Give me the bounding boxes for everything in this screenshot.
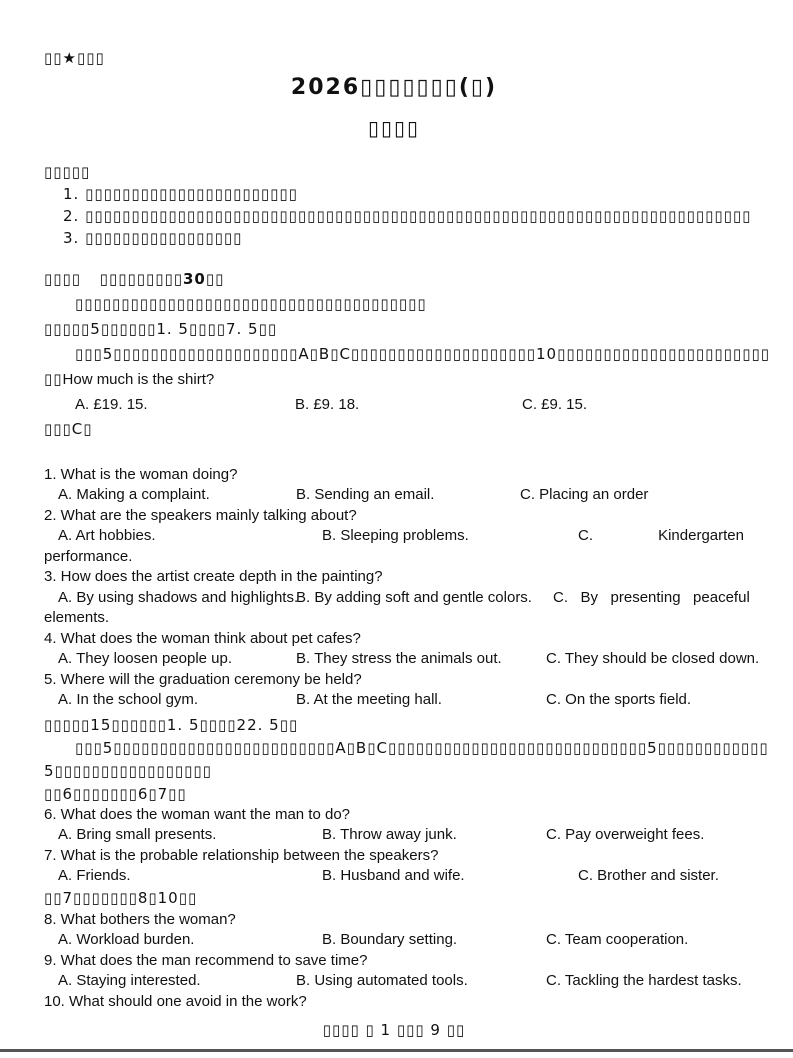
question-8-stem: 8. What bothers the woman? (44, 910, 236, 928)
option-c: C. Team cooperation. (546, 931, 689, 948)
part1-heading: ▯▯▯▯ ▯▯▯▯▯▯▯▯▯30▯▯ (44, 269, 225, 288)
example-option-b: B. £9. 18. (295, 395, 360, 413)
notice-item-3: 3. ▯▯▯▯▯▯▯▯▯▯▯▯▯▯▯▯▯ (63, 228, 243, 247)
option-b: B. They stress the animals out. (296, 650, 502, 667)
example-options (44, 392, 744, 417)
option-c: C. (578, 527, 593, 544)
option-b: B. Sleeping problems. (322, 527, 469, 544)
bottom-divider (0, 1049, 793, 1052)
option-c-text: Kindergarten (658, 527, 744, 544)
option-a: A. Workload burden. (58, 931, 195, 948)
question-2-options (44, 526, 744, 547)
question-4-options (44, 649, 760, 670)
question-8-options (44, 930, 744, 951)
dialog-7-label: ▯▯7▯▯▯▯▯▯▯8▯10▯▯ (44, 888, 198, 907)
page-content (44, 48, 770, 1041)
section1-instructions: ▯▯▯5▯▯▯▯▯▯▯▯▯▯▯▯▯▯▯▯▯▯▯▯A▯B▯C▯▯▯▯▯▯▯▯▯▯▯▯▯▯▯▯▯▯▯▯10▯▯▯▯▯▯▯▯▯▯▯▯▯▯▯▯▯▯▯▯▯▯▯ (75, 344, 770, 363)
question-6-options (44, 825, 744, 846)
page-footer: ▯▯▯▯ ▯ 1 ▯▯▯ 9 ▯▯ (322, 1021, 466, 1039)
notice-item-2: 2. ▯▯▯▯▯▯▯▯▯▯▯▯▯▯▯▯▯▯▯▯▯▯▯▯▯▯▯▯▯▯▯▯▯▯▯▯▯▯▯▯▯▯▯▯▯▯▯▯▯▯▯▯▯▯▯▯▯▯▯▯▯▯▯▯▯▯▯▯▯▯▯▯ (63, 206, 752, 225)
question-7-options (44, 866, 744, 887)
option-a: A. Making a complaint. (58, 486, 210, 503)
question-2-option-wrap: performance. (44, 547, 133, 565)
option-b: B. At the meeting hall. (296, 691, 442, 708)
dialog-6-label: ▯▯6▯▯▯▯▯▯▯6▯7▯▯ (44, 784, 187, 803)
question-3-option-wrap: elements. (44, 609, 110, 626)
part1-intro: ▯▯▯▯▯▯▯▯▯▯▯▯▯▯▯▯▯▯▯▯▯▯▯▯▯▯▯▯▯▯▯▯▯▯▯▯▯▯ (75, 294, 427, 313)
example-option-a: A. £19. 15. (75, 395, 148, 413)
question-1-stem: 1. What is the woman doing? (44, 465, 238, 483)
question-5-options (44, 690, 744, 711)
section2-instructions-line2: 5▯▯▯▯▯▯▯▯▯▯▯▯▯▯▯▯▯ (44, 761, 212, 780)
question-1-options (44, 485, 744, 506)
question-9-stem: 9. What does the man recommend to save time? (44, 951, 368, 969)
option-a: A. Art hobbies. (58, 527, 156, 544)
notice-heading: ▯▯▯▯▯ (44, 162, 91, 181)
option-c: C. By presenting peaceful (553, 588, 750, 606)
exam-title: 2026▯▯▯▯▯▯▯(▯) (290, 74, 498, 100)
question-3-options (44, 588, 750, 609)
question-9-options (44, 971, 744, 992)
option-a: A. In the school gym. (58, 691, 199, 708)
section1-heading: ▯▯▯▯▯5▯▯▯▯▯▯1. 5▯▯▯▯7. 5▯▯ (44, 319, 278, 338)
question-6-stem: 6. What does the woman want the man to do? (44, 805, 351, 823)
secrecy-label: ▯▯★▯▯▯ (44, 49, 105, 67)
section2-instructions-line1: ▯▯▯5▯▯▯▯▯▯▯▯▯▯▯▯▯▯▯▯▯▯▯▯▯▯▯▯A▯B▯C▯▯▯▯▯▯▯▯▯▯▯▯▯▯▯▯▯▯▯▯▯▯▯▯▯▯▯▯5▯▯▯▯▯▯▯▯▯▯▯▯ (75, 738, 769, 757)
example-prompt-prefix: ▯▯ (44, 369, 63, 388)
option-b: B. By adding soft and gentle colors. (296, 588, 532, 606)
option-a: A. Friends. (58, 867, 131, 884)
example-prompt: How much is the shirt? (62, 370, 215, 388)
question-10-stem: 10. What should one avoid in the work? (44, 992, 307, 1010)
option-c: C. Pay overweight fees. (546, 826, 705, 843)
notice-item-1: 1. ▯▯▯▯▯▯▯▯▯▯▯▯▯▯▯▯▯▯▯▯▯▯▯ (63, 184, 298, 203)
example-option-c: C. £9. 15. (522, 395, 588, 413)
question-4-stem: 4. What does the woman think about pet cafes? (44, 629, 361, 647)
example-answer-line: ▯▯▯C▯ (44, 419, 93, 438)
option-a: A. Bring small presents. (58, 826, 217, 843)
exam-subtitle: ▯▯▯▯ (367, 115, 421, 140)
option-a: A. They loosen people up. (58, 650, 233, 667)
option-b: B. Using automated tools. (296, 972, 468, 989)
option-c: C. On the sports field. (546, 691, 692, 708)
option-c: C. Tackling the hardest tasks. (546, 972, 742, 989)
question-3-stem: 3. How does the artist create depth in the painting? (44, 568, 383, 585)
option-b: B. Sending an email. (296, 486, 435, 503)
option-b: B. Husband and wife. (322, 867, 465, 884)
question-2-stem: 2. What are the speakers mainly talking about? (44, 506, 357, 524)
option-b: B. Boundary setting. (322, 931, 458, 948)
question-7-stem: 7. What is the probable relationship between the speakers? (44, 846, 439, 864)
option-b: B. Throw away junk. (322, 826, 457, 843)
option-c: C. They should be closed down. (546, 650, 760, 667)
section2-heading: ▯▯▯▯▯15▯▯▯▯▯▯1. 5▯▯▯▯22. 5▯▯ (44, 715, 299, 734)
option-a: A. By using shadows and highlights. (58, 588, 299, 606)
option-a: A. Staying interested. (58, 972, 201, 989)
option-c: C. Brother and sister. (578, 867, 719, 884)
question-5-stem: 5. Where will the graduation ceremony be held? (44, 670, 362, 688)
example-prompt-line (44, 367, 744, 392)
option-c: C. Placing an order (520, 486, 649, 503)
